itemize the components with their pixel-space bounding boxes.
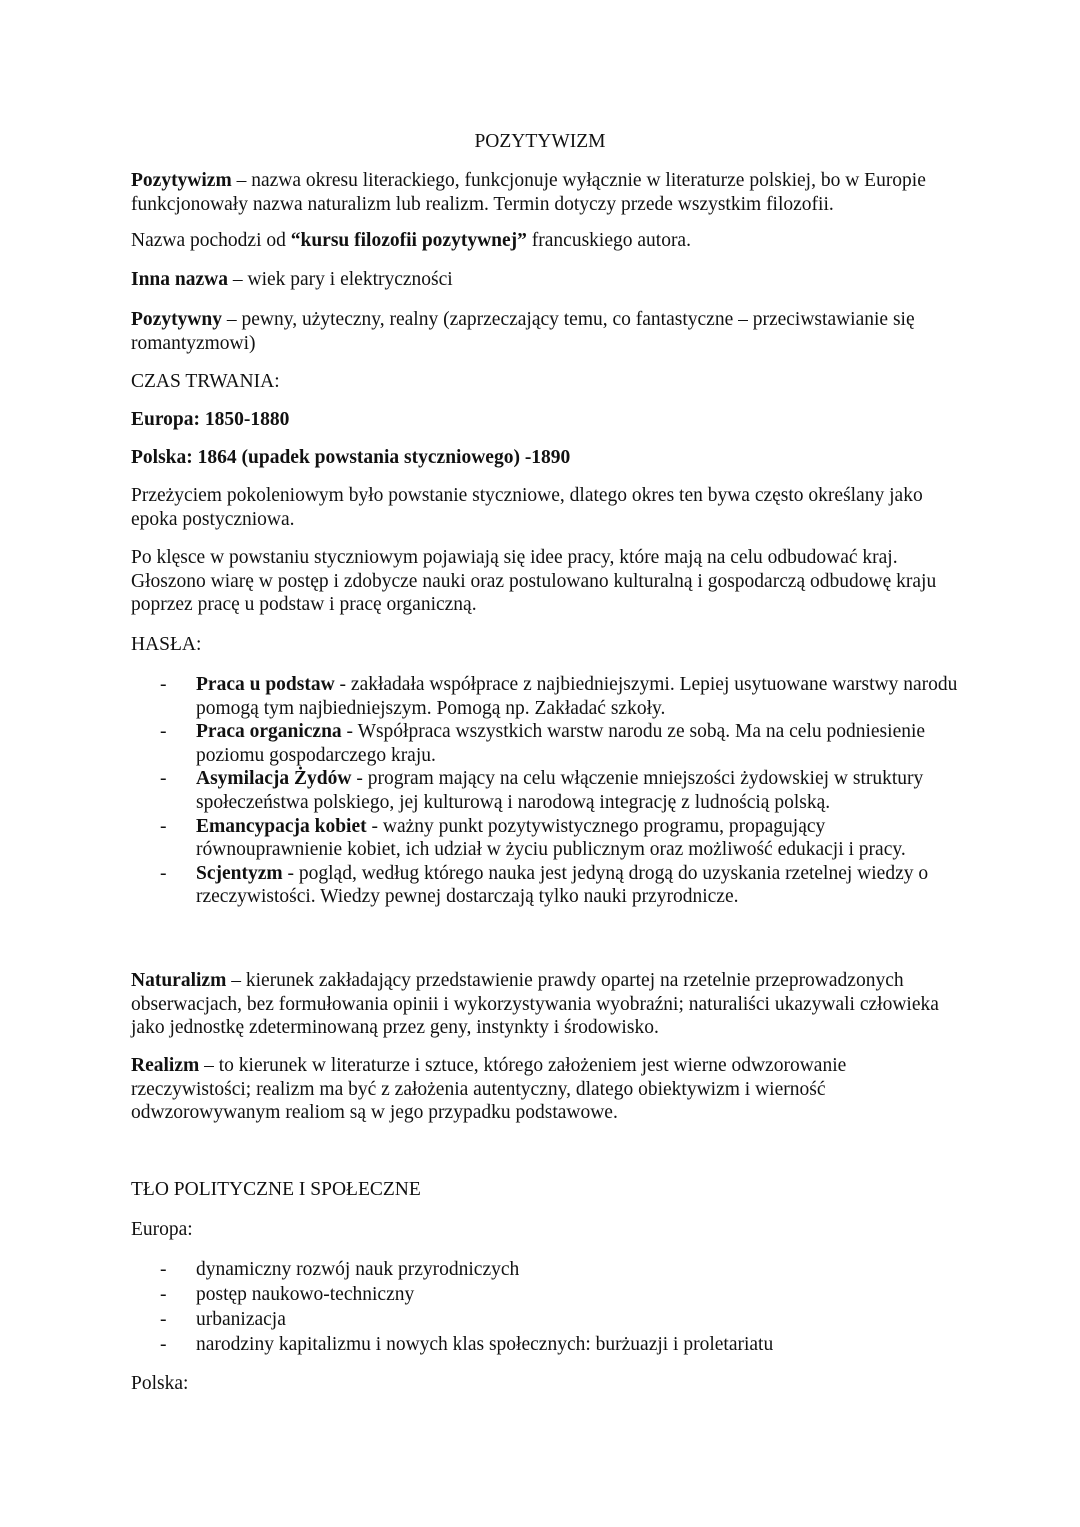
definition: - ważny punkt pozytywistycznego programu, propagujący równouprawnienie kobiet, ich udział w życiu publicznym oraz możliwość edukacji i pracy.: [196, 815, 906, 861]
list-item: [131, 1282, 961, 1307]
list-item: [131, 720, 961, 767]
dash-bullet: -: [160, 1309, 167, 1330]
term: Naturalizm: [131, 970, 227, 991]
term: Inna nazwa: [131, 269, 228, 290]
text: Nazwa pochodzi od: [131, 230, 291, 251]
dash-bullet: -: [160, 674, 167, 695]
heading-czas-trwania: CZAS TRWANIA:: [131, 371, 280, 392]
term: Pozytywizm: [131, 170, 232, 191]
definition: – nazwa okresu literackiego, funkcjonuje wyłącznie w literaturze polskiej, bo w Europie funkcjonowały nazwa naturalizm lub realizm. Termin dotyczy przede wszystkim filozofii.: [131, 170, 926, 215]
term: Praca organiczna: [196, 721, 342, 743]
paragraph-po-klesce: Po klęsce w powstaniu styczniowym pojawiają się idee pracy, które mają na celu odbudować kraj. Głoszono wiarę w postęp i zdobycze nauki oraz postulowano kulturalną i gospodarczą odbudowę kraju poprzez pracę u podstaw i pracę organiczną.: [131, 547, 937, 616]
paragraph-realizm: [131, 1054, 961, 1125]
paragraph-inna-nazwa: [131, 268, 961, 292]
text: francuskiego autora.: [526, 230, 691, 251]
list-item: [131, 673, 961, 720]
europa-dates: Europa: 1850-1880: [131, 409, 290, 430]
term: Praca u podstaw: [196, 674, 335, 695]
term: Asymilacja Żydów: [196, 768, 352, 790]
definition: - Współpraca wszystkich warstw narodu ze sobą. Ma na celu podniesienie poziomu gospodarczego kraju.: [196, 721, 926, 766]
item-text: narodziny kapitalizmu i nowych klas społecznych: burżuazji i proletariatu: [196, 1334, 774, 1355]
dash-bullet: -: [160, 1259, 167, 1280]
definition: – kierunek zakładający przedstawienie prawdy opartej na rzetelnie przeprowadzonych obserwacjach, bez formułowania opinii i wykorzystywania wyobraźni; naturaliści ukazywali człowieka jako jednostkę zdeterminowaną przez geny, instynkty i środowisko.: [131, 970, 939, 1039]
term: Scjentyzm: [196, 862, 283, 884]
term: Emancypacja kobiet: [196, 815, 367, 837]
definition: – wiek pary i elektryczności: [228, 269, 453, 290]
list-item: [131, 862, 961, 909]
item-text: urbanizacja: [196, 1309, 286, 1330]
paragraph-naturalizm: [131, 969, 961, 1040]
item-text: postęp naukowo-techniczny: [196, 1284, 415, 1305]
definition: - program mający na celu włączenie mniejszości żydowskiej w struktury społeczeństwa polskiego, jej kulturową i narodową integrację z ludnością polską.: [196, 768, 924, 813]
definition: - zakładała współprace z najbiedniejszymi. Lepiej usytuowane warstwy narodu pomogą tym najbiedniejszym. Pomogą np. Zakładać szkoły.: [196, 674, 958, 719]
europa-list: [131, 1257, 961, 1357]
list-item: [131, 815, 961, 862]
document-title: POZYTYWIZM: [474, 131, 606, 152]
paragraph-nazwa: [131, 229, 961, 253]
item-text: dynamiczny rozwój nauk przyrodniczych: [196, 1259, 520, 1280]
hasla-list: [131, 673, 961, 909]
definition: - pogląd, według którego nauka jest jedyną drogą do uzyskania rzetelnej wiedzy o rzeczywistości. Wiedzy pewnej dostarczają tylko nauki przyrodnicze.: [196, 862, 929, 908]
europa-label: Europa:: [131, 1219, 193, 1240]
polska-label: Polska:: [131, 1373, 189, 1394]
dash-bullet: -: [160, 1284, 167, 1305]
term: Realizm: [131, 1055, 200, 1076]
paragraph-przezycie: Przeżyciem pokoleniowym było powstanie styczniowe, dlatego okres ten bywa często określany jako epoka postyczniowa.: [131, 485, 923, 530]
list-item: [131, 1332, 961, 1357]
polska-dates: Polska: 1864 (upadek powstania styczniowego) -1890: [131, 447, 571, 468]
dash-bullet: -: [160, 1334, 167, 1355]
definition: – pewny, użyteczny, realny (zaprzeczający temu, co fantastyczne – przeciwstawianie się romantyzmowi): [131, 309, 915, 354]
bold-text: “kursu filozofii pozytywnej”: [290, 230, 527, 251]
dash-bullet: -: [160, 768, 167, 790]
heading-tlo: TŁO POLITYCZNE I SPOŁECZNE: [131, 1179, 421, 1200]
paragraph-pozytywny: [131, 308, 961, 355]
dash-bullet: -: [160, 815, 167, 837]
list-item: [131, 1257, 961, 1282]
heading-hasla: HASŁA:: [131, 634, 202, 655]
definition: – to kierunek w literaturze i sztuce, którego założeniem jest wierne odwzorowanie rzeczywistości; realizm ma być z założenia autentyczny, dlatego obiektywizm i wierność odwzorowywanym realiom są w jego przypadku podstawowe.: [131, 1055, 847, 1124]
list-item: [131, 1307, 961, 1332]
list-item: [131, 767, 961, 814]
dash-bullet: -: [160, 721, 167, 743]
term: Pozytywny: [131, 309, 222, 330]
paragraph-pozytywizm: [131, 169, 961, 216]
dash-bullet: -: [160, 862, 167, 884]
